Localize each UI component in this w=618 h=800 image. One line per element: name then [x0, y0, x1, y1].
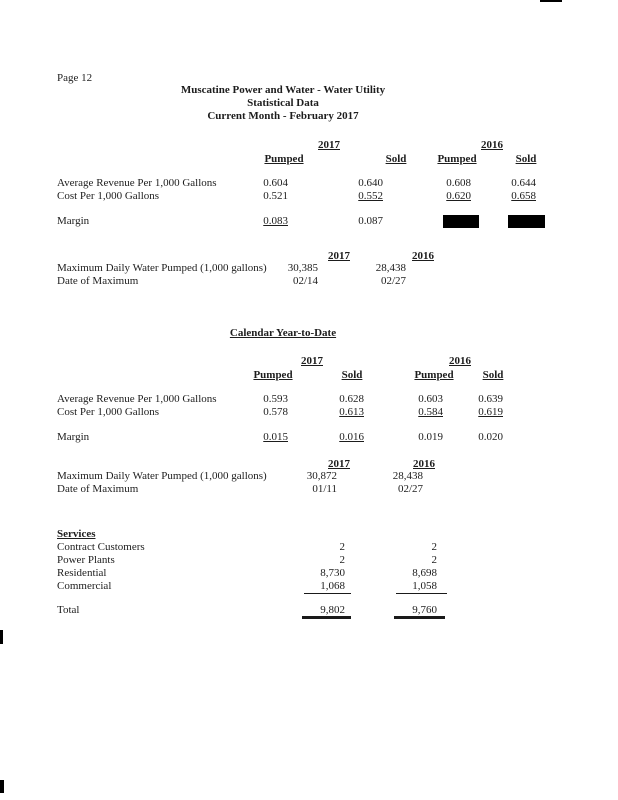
stat-value: 02/27 — [397, 483, 423, 495]
total-rule — [394, 616, 445, 619]
stat-value: 0.087 — [358, 215, 383, 227]
table-row — [0, 406, 618, 419]
stat-value: 2 — [339, 554, 345, 566]
table-row — [0, 483, 618, 496]
ytd-col-sold-2017: Sold — [341, 369, 363, 381]
redacted-value-bar — [508, 215, 545, 228]
ytd-max-year-2017: 2017 — [328, 458, 350, 470]
stat-row-label: Average Revenue Per 1,000 Gallons — [57, 393, 217, 405]
stat-value: 0.593 — [263, 393, 288, 405]
table-row — [0, 275, 618, 288]
stat-value: 0.019 — [418, 431, 443, 443]
stat-value: 0.521 — [263, 190, 288, 202]
stat-value: 0.083 — [263, 215, 288, 227]
services-heading: Services — [57, 528, 96, 540]
margin-row — [0, 431, 618, 444]
stat-value: 0.658 — [511, 190, 536, 202]
stat-value: 30,872 — [306, 470, 337, 482]
stat-row-label: Margin — [57, 215, 90, 227]
stat-value: 9,802 — [320, 604, 345, 616]
stat-value: 0.015 — [263, 431, 288, 443]
stat-value: 0.578 — [263, 406, 288, 418]
scan-artifact — [540, 0, 562, 2]
stat-value: 0.603 — [418, 393, 443, 405]
stat-value: 0.619 — [478, 406, 503, 418]
ytd-col-header-row — [0, 369, 618, 382]
stat-value: 2 — [431, 541, 437, 553]
cm-col-header-row — [0, 153, 618, 166]
doc-period: Current Month - February 2017 — [207, 110, 359, 122]
page-number: Page 12 — [57, 72, 93, 84]
stat-row-label: Date of Maximum — [57, 483, 139, 495]
ytd-heading: Calendar Year-to-Date — [229, 327, 337, 339]
stat-value: 1,068 — [320, 580, 345, 592]
stat-row-label: Maximum Daily Water Pumped (1,000 gallons) — [57, 470, 267, 482]
stat-value: 0.016 — [339, 431, 364, 443]
doc-title: Muscatine Power and Water - Water Utility — [180, 84, 386, 96]
table-row — [0, 177, 618, 190]
ytd-max-year-2016: 2016 — [413, 458, 435, 470]
stat-row-label: Average Revenue Per 1,000 Gallons — [57, 177, 217, 189]
stat-value: 8,698 — [412, 567, 437, 579]
cm-year-2016: 2016 — [481, 139, 503, 151]
stat-value: 2 — [431, 554, 437, 566]
stat-value: 2 — [339, 541, 345, 553]
table-row — [0, 262, 618, 275]
stat-value: 0.628 — [339, 393, 364, 405]
stat-row-label: Residential — [57, 567, 107, 579]
subtotal-rule — [304, 593, 351, 594]
stat-value: 0.620 — [446, 190, 471, 202]
total-rule — [302, 616, 351, 619]
table-row — [0, 567, 618, 580]
ytd-col-pumped-2017: Pumped — [253, 369, 293, 381]
stat-row-label: Contract Customers — [57, 541, 145, 553]
stat-value: 0.640 — [358, 177, 383, 189]
table-row — [0, 580, 618, 593]
cm-max-year-2017: 2017 — [328, 250, 350, 262]
scan-artifact — [0, 780, 4, 793]
stat-value: 1,058 — [412, 580, 437, 592]
doc-subtitle: Statistical Data — [247, 97, 319, 109]
stat-value: 0.608 — [446, 177, 471, 189]
stat-row-label: Margin — [57, 431, 90, 443]
ytd-col-pumped-2016: Pumped — [414, 369, 454, 381]
cm-col-sold-2016: Sold — [515, 153, 537, 165]
stat-value: 30,385 — [287, 262, 318, 274]
table-row — [0, 190, 618, 203]
table-row — [0, 554, 618, 567]
table-row — [0, 393, 618, 406]
subtotal-rule — [396, 593, 447, 594]
ytd-col-sold-2016: Sold — [482, 369, 504, 381]
stat-row-label: Commercial — [57, 580, 112, 592]
stat-value: 8,730 — [320, 567, 345, 579]
stat-value: 28,438 — [392, 470, 423, 482]
stat-row-label: Maximum Daily Water Pumped (1,000 gallons) — [57, 262, 267, 274]
stat-row-label: Cost Per 1,000 Gallons — [57, 190, 160, 202]
stat-value: 0.613 — [339, 406, 364, 418]
redacted-value-bar — [443, 215, 479, 228]
stat-value: 0.639 — [478, 393, 503, 405]
ytd-year-2016: 2016 — [449, 355, 471, 367]
stat-value: 28,438 — [375, 262, 406, 274]
stat-value: 9,760 — [412, 604, 437, 616]
cm-max-year-2016: 2016 — [412, 250, 434, 262]
scan-artifact — [0, 630, 3, 644]
cm-year-header-row — [0, 139, 618, 152]
stat-row-label: Total — [57, 604, 80, 616]
stat-value: 0.584 — [418, 406, 443, 418]
ytd-year-2017: 2017 — [301, 355, 323, 367]
stat-row-label: Date of Maximum — [57, 275, 139, 287]
table-row — [0, 541, 618, 554]
stat-value: 01/11 — [312, 483, 337, 495]
stat-value: 02/27 — [380, 275, 406, 287]
stat-value: 0.020 — [478, 431, 503, 443]
stat-row-label: Cost Per 1,000 Gallons — [57, 406, 160, 418]
ytd-year-header-row — [0, 355, 618, 368]
stat-row-label: Power Plants — [57, 554, 115, 566]
stat-value: 0.552 — [358, 190, 383, 202]
cm-col-pumped-2016: Pumped — [437, 153, 477, 165]
cm-col-sold-2017: Sold — [385, 153, 407, 165]
stat-value: 02/14 — [292, 275, 318, 287]
table-row — [0, 470, 618, 483]
stat-value: 0.604 — [263, 177, 288, 189]
cm-year-2017: 2017 — [318, 139, 340, 151]
stat-value: 0.644 — [511, 177, 536, 189]
cm-col-pumped-2017: Pumped — [264, 153, 304, 165]
